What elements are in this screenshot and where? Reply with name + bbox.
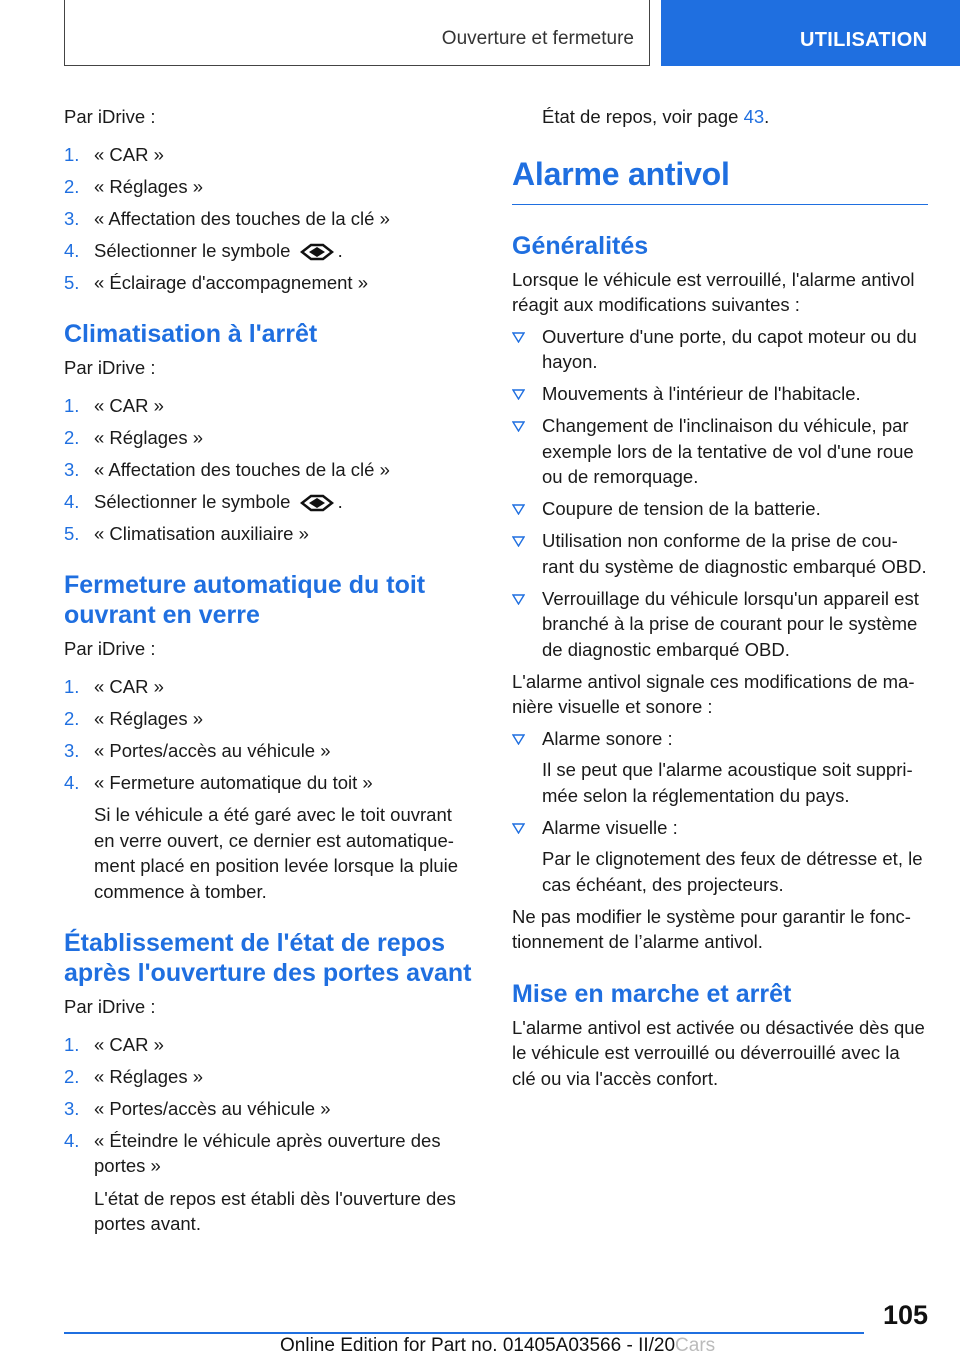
continued-text: État de repos, voir page 43. — [542, 106, 770, 127]
step-note: L'état de repos est établi dès l'ouverture des portes avant. — [94, 1187, 456, 1234]
signal-list — [512, 726, 928, 898]
triangle-bullet-icon — [512, 536, 525, 547]
page-link[interactable]: 43 — [743, 106, 765, 127]
section-heading: Mise en marche et arrêt — [512, 979, 792, 1008]
list-item: Ouverture d'une porte, du capot moteur ou du hayon. — [512, 324, 928, 375]
left-column — [64, 104, 474, 1243]
triangle-bullet-icon — [512, 389, 525, 400]
page-number: 105 — [882, 1300, 928, 1330]
list-item: 2. « Réglages » — [64, 175, 204, 197]
triangle-bullet-icon — [512, 421, 525, 432]
triangle-bullet-icon — [512, 332, 525, 343]
list-item: 5. « Climatisation auxiliaire » — [64, 522, 309, 544]
list-item: 4. « Éteindre le véhicule après ouverture des portes » L'état de repos est établi dès l'ouverture des portes avant. — [64, 1128, 474, 1237]
footer-edition: Online Edition for Part no. 01405A03566 - II/20Cars — [280, 1335, 716, 1356]
list-item: Mouvements à l'intérieur de l'habitacle. — [512, 381, 928, 407]
triangle-bullet-icon — [512, 734, 525, 745]
watermark: Cars — [675, 1335, 716, 1356]
step-note: Si le véhicule a été garé avec le toit ouvrant en verre ouvert, ce dernier est automatique-ment placé en position levée lorsque la pluie commence à tomber. — [94, 804, 459, 902]
chapter-label: UTILISATION — [800, 29, 928, 51]
list-item: Utilisation non conforme de la prise de cou-rant du système de diagnostic embarqué OBD. — [512, 528, 928, 579]
list-item: 4. « Fermeture automatique du toit » Si le véhicule a été garé avec le toit ouvrant en verre ouvert, ce dernier est automatique-ment placé en position levée lorsque la pluie commence à tomber. — [64, 770, 474, 905]
intro-text: Par iDrive : — [64, 357, 156, 378]
page-header — [0, 0, 960, 66]
intro-text: Par iDrive : — [64, 106, 156, 127]
section-title: Ouverture et fermeture — [441, 28, 634, 49]
rest-steps — [64, 1032, 474, 1237]
body-text: L'alarme antivol est activée ou désactivée dès que le véhicule est verrouillé ou déverrouillé avec la clé ou via l'accès confort. — [512, 1016, 925, 1089]
trigger-list — [512, 324, 928, 663]
warning-text: Ne pas modifier le système pour garantir le fonc-tionnement de l’alarme antivol. — [512, 905, 911, 952]
section-heading: Généralités — [512, 231, 649, 260]
chapter-heading: Alarme antivol — [512, 156, 928, 205]
list-item: 3. « Affectation des touches de la clé » — [64, 207, 390, 229]
list-item: Coupure de tension de la batterie. — [512, 496, 928, 522]
list-item: Alarme visuelle : Par le clignotement des feux de détresse et, le cas échéant, des projecteurs. — [512, 815, 928, 898]
diamond-symbol-icon — [300, 494, 334, 512]
section-heading: Établissement de l'état de repos après l'ouverture des portes avant — [64, 929, 472, 987]
triangle-bullet-icon — [512, 504, 525, 515]
section-heading: Climatisation à l'arrêt — [64, 320, 318, 348]
body-text: Lorsque le véhicule est verrouillé, l'alarme antivol réagit aux modifications suivantes : — [512, 268, 915, 315]
climate-steps — [64, 393, 474, 547]
triangle-bullet-icon — [512, 594, 525, 605]
list-item: Alarme sonore : Il se peut que l'alarme acoustique soit suppri-mée selon la réglementation du pays. — [512, 726, 928, 809]
list-item: 2. « Réglages » — [64, 426, 204, 448]
list-item: 1. « CAR » — [64, 1033, 164, 1055]
list-item: 1. « CAR » — [64, 143, 164, 165]
list-item: 2. « Réglages » — [64, 707, 204, 729]
list-item: Changement de l'inclinaison du véhicule, par exemple lors de la tentative de vol d'une roue ou de remorquage. — [512, 413, 928, 490]
section-heading: Fermeture automatique du toit ouvrant en verre — [64, 571, 426, 629]
triangle-bullet-icon — [512, 823, 525, 834]
right-column — [512, 104, 928, 1091]
lighting-steps — [64, 142, 474, 296]
intro-text: Par iDrive : — [64, 996, 156, 1017]
list-item: 4. Sélectionner le symbole . — [64, 239, 343, 261]
list-item: 1. « CAR » — [64, 394, 164, 416]
roof-steps — [64, 674, 474, 905]
list-item: 4. Sélectionner le symbole . — [64, 490, 343, 512]
list-item: Verrouillage du véhicule lorsqu'un appareil est branché à la prise de courant pour le système de diagnostic embarqué OBD. — [512, 586, 928, 663]
list-item: 1. « CAR » — [64, 675, 164, 697]
chapter-tab[interactable] — [661, 0, 960, 66]
diamond-symbol-icon — [300, 243, 334, 261]
intro-text: Par iDrive : — [64, 638, 156, 659]
list-item: 2. « Réglages » — [64, 1065, 204, 1087]
list-item: 3. « Portes/accès au véhicule » — [64, 1097, 331, 1119]
list-item: 3. « Affectation des touches de la clé » — [64, 458, 390, 480]
list-item: 3. « Portes/accès au véhicule » — [64, 739, 331, 761]
body-text: L'alarme antivol signale ces modifications de ma-nière visuelle et sonore : — [512, 670, 915, 717]
list-item: 5. « Éclairage d'accompagnement » — [64, 271, 369, 293]
footer-divider — [64, 1332, 864, 1334]
